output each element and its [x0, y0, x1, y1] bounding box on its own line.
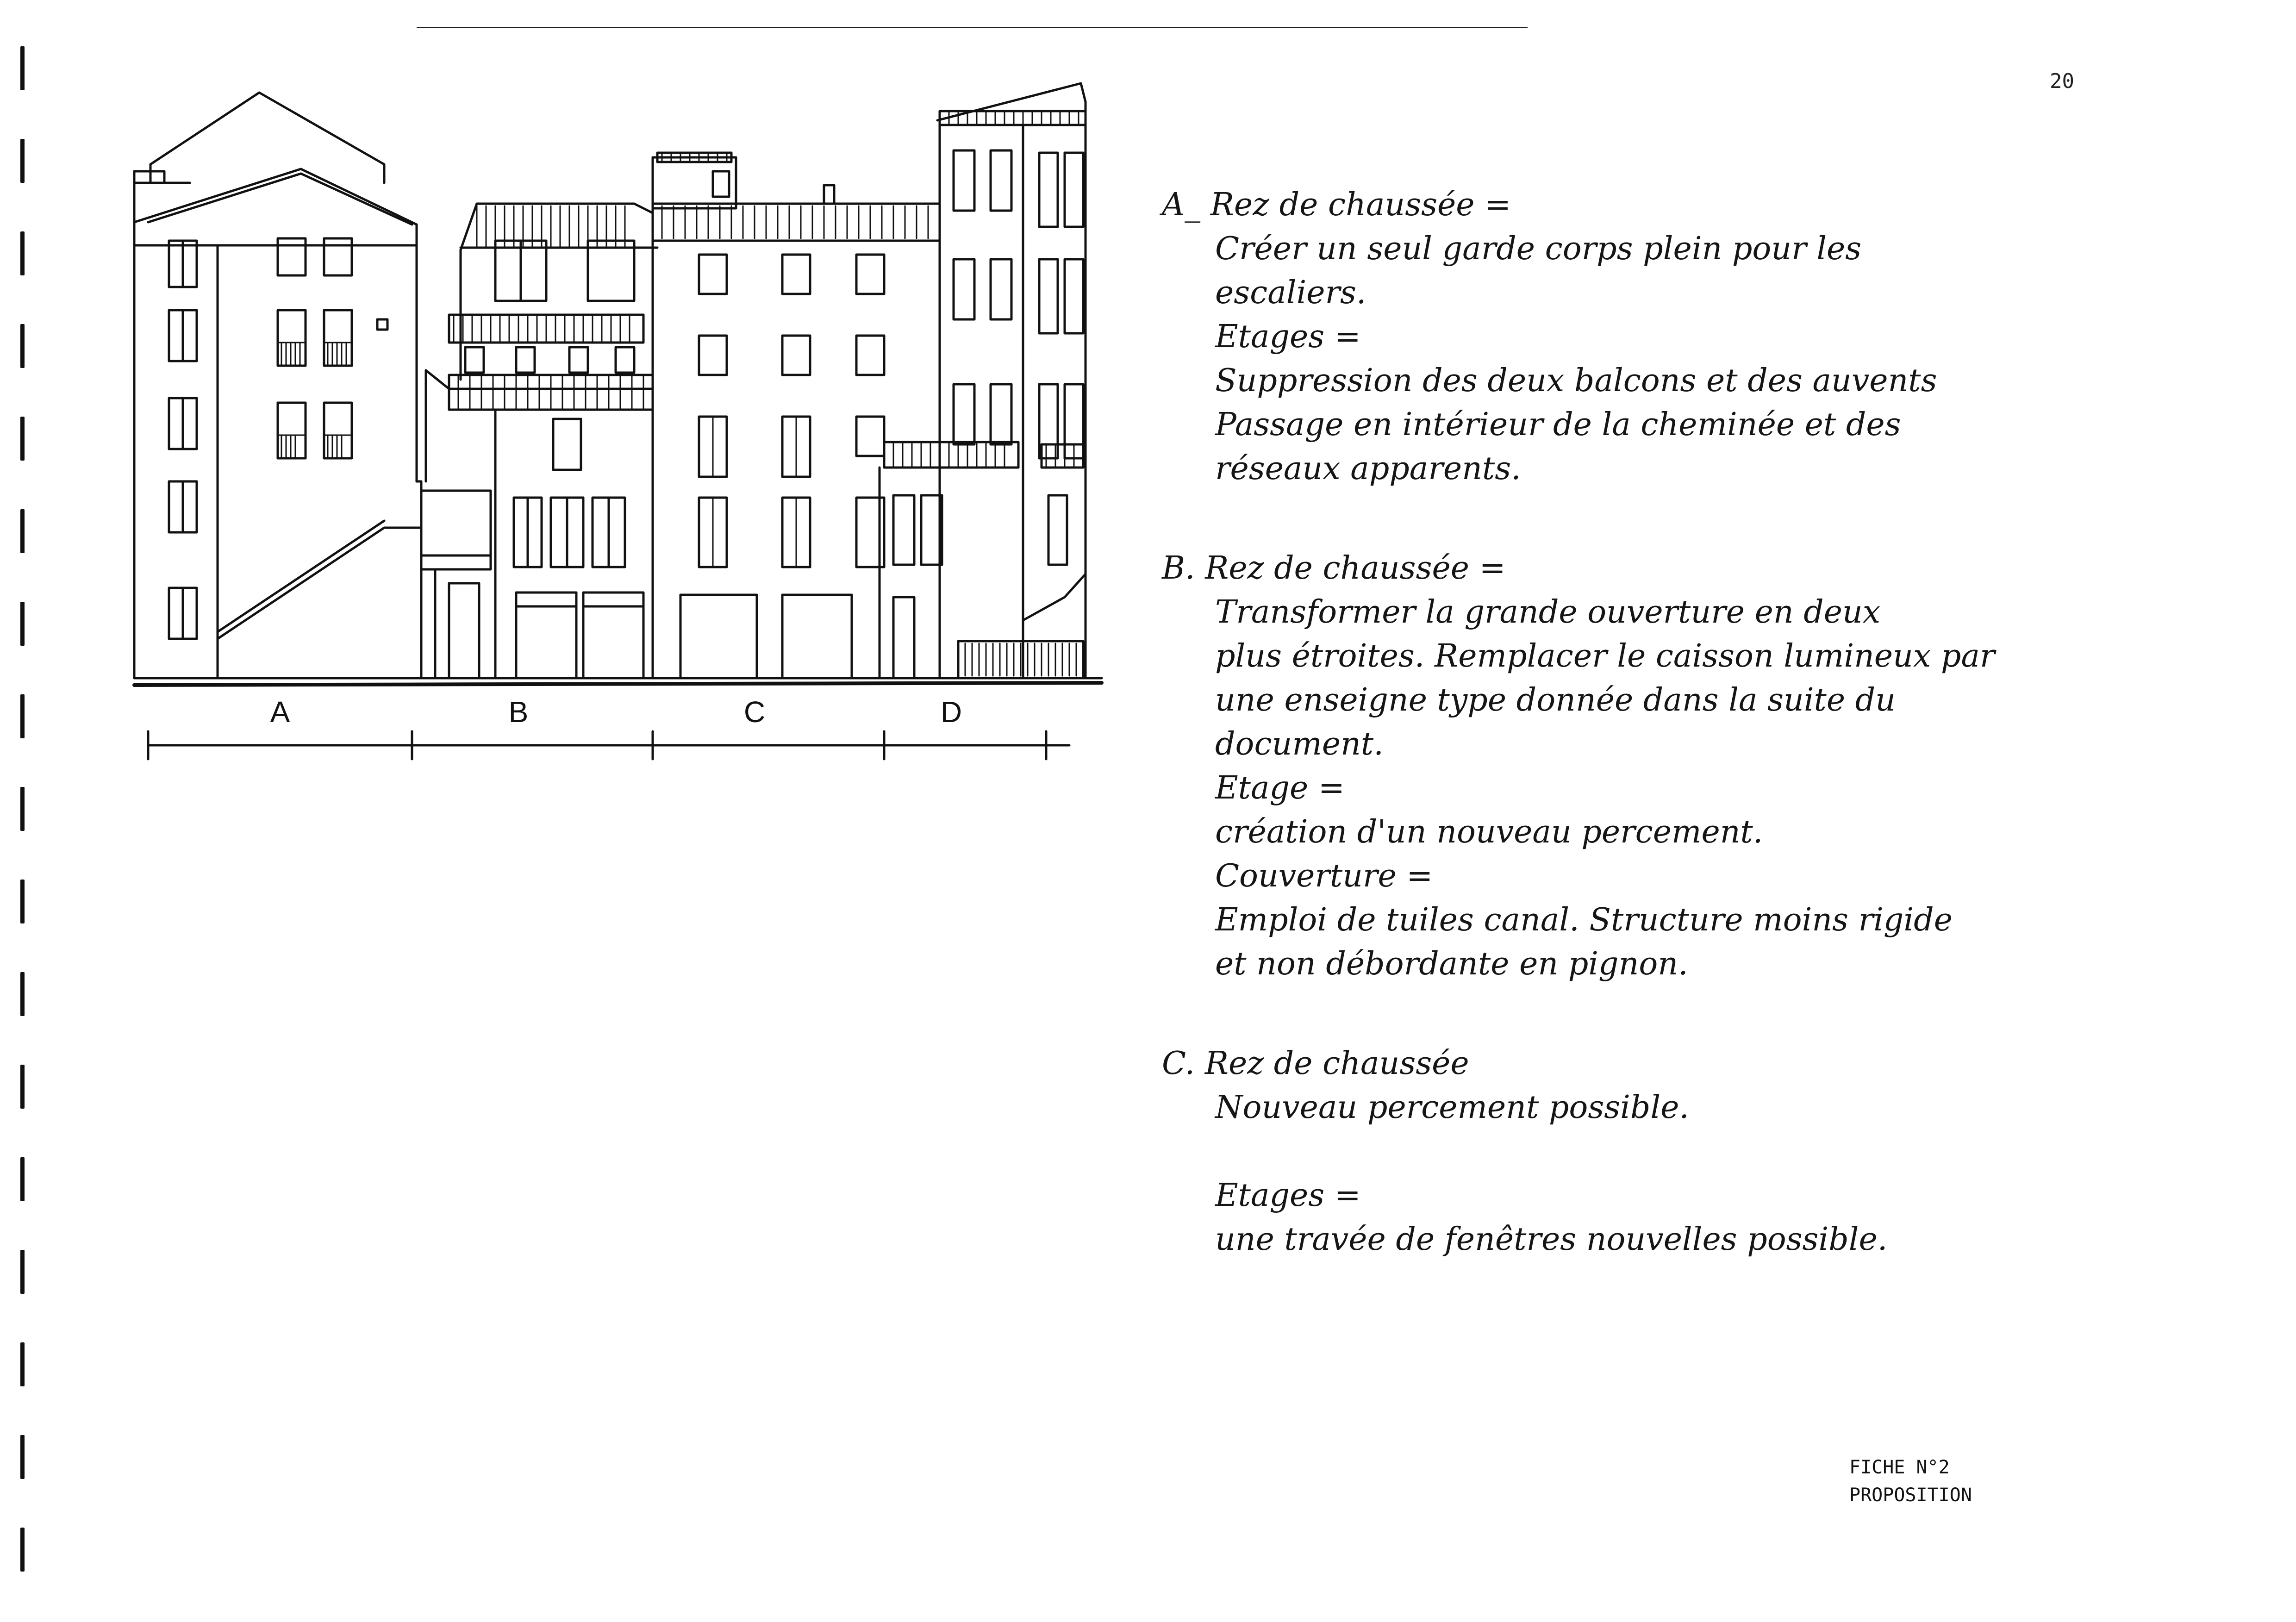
- building-c: [653, 153, 940, 678]
- note-line: Etages =: [1215, 318, 1361, 355]
- facade-elevation-sketch: [125, 65, 1111, 768]
- section-heading: A_ Rez de chaussée =: [1162, 187, 1511, 223]
- scale-label-d: D: [940, 695, 962, 729]
- note-line: une enseigne type donnée dans la suite du: [1215, 682, 1896, 718]
- note-line: Transformer la grande ouverture en deux: [1215, 594, 1881, 630]
- fiche-status: PROPOSITION: [1849, 1485, 1972, 1506]
- sheet-label: [1849, 1454, 1972, 1509]
- note-line: plus étroites. Remplacer le caisson lumineux par: [1215, 638, 1995, 674]
- scale-label-b: B: [508, 695, 529, 729]
- note-line: et non débordante en pignon.: [1215, 946, 1688, 982]
- scale-label-a: A: [270, 695, 290, 729]
- page-number: 20: [2050, 69, 2074, 93]
- note-line: Suppression des deux balcons et des auvents: [1215, 362, 1937, 399]
- note-line: Etage =: [1215, 770, 1345, 806]
- section-b: [1162, 546, 2180, 986]
- scale-label-c: C: [743, 695, 766, 729]
- building-a: [134, 93, 421, 678]
- note-line: création d'un nouveau percement.: [1215, 814, 1763, 850]
- binding-marks: [20, 28, 27, 1611]
- note-line: Couverture =: [1215, 858, 1433, 894]
- section-c: [1162, 1042, 2180, 1261]
- note-line: une travée de fenêtres nouvelles possible.: [1215, 1221, 1888, 1258]
- section-heading: C. Rez de chaussée: [1162, 1045, 1469, 1082]
- note-line: Nouveau percement possible.: [1215, 1089, 1690, 1126]
- building-d: [880, 83, 1086, 678]
- section-heading: B. Rez de chaussée =: [1162, 550, 1506, 586]
- note-line: document.: [1215, 726, 1384, 762]
- section-a: [1162, 183, 2180, 491]
- note-line: Créer un seul garde corps plein pour les: [1215, 231, 1862, 267]
- note-line: Etages =: [1215, 1177, 1361, 1214]
- note-line: Passage en intérieur de la cheminée et des: [1215, 406, 1901, 443]
- note-line: escaliers.: [1215, 274, 1366, 311]
- note-line: Emploi de tuiles canal. Structure moins rigide: [1215, 902, 1953, 938]
- fiche-number: FICHE N°2: [1849, 1457, 1950, 1478]
- building-b: [417, 204, 657, 678]
- note-line: réseaux apparents.: [1215, 450, 1521, 487]
- proposal-notes: [1162, 183, 2180, 1261]
- top-rule: [417, 27, 1528, 33]
- note-line-blank: [1215, 1129, 2180, 1173]
